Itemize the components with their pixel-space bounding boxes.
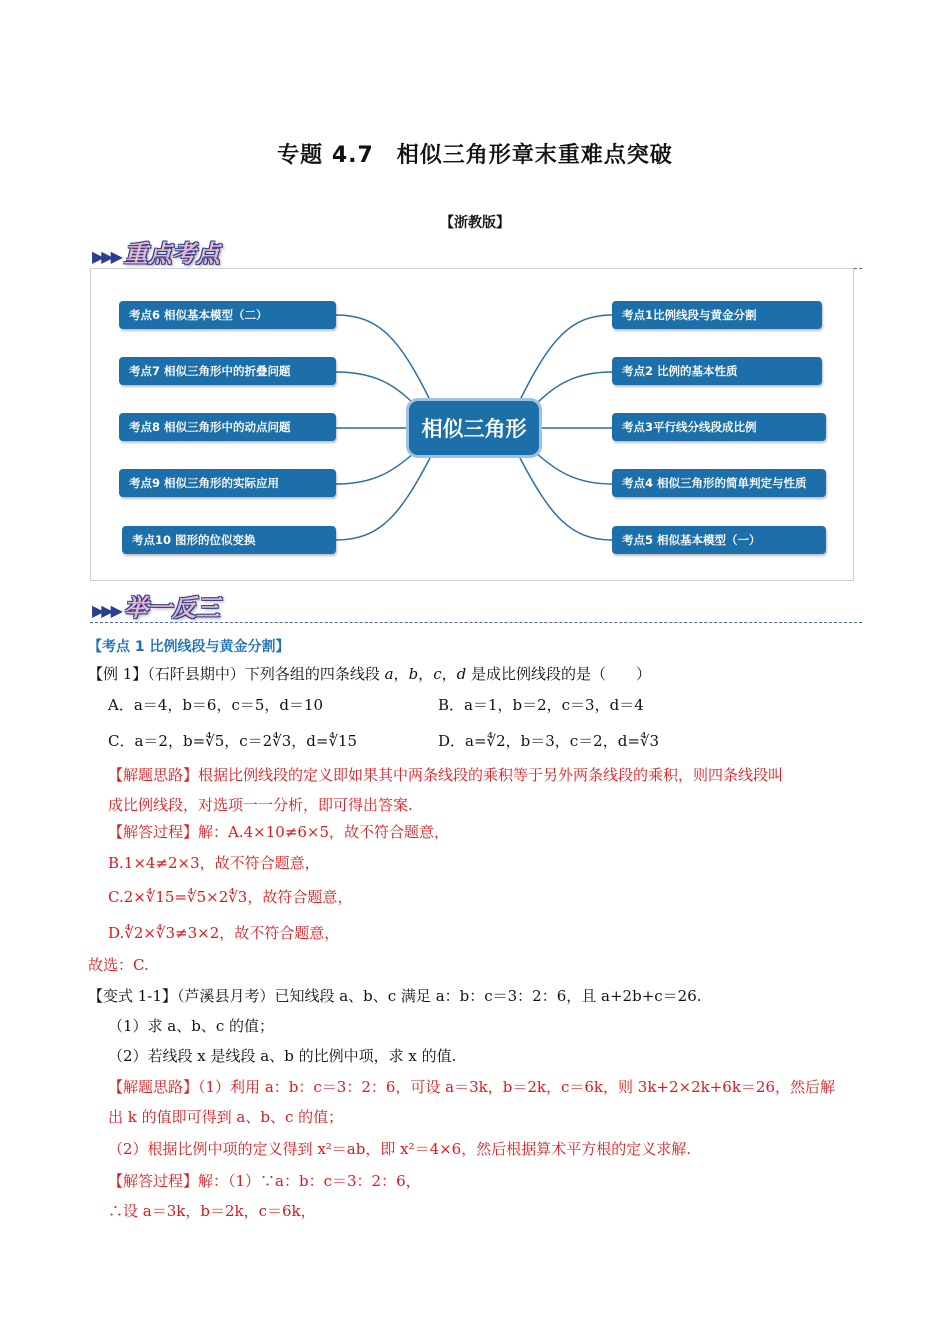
process-label: 【解答过程】 (108, 1172, 199, 1190)
practice-banner-text: 举一反三 (123, 594, 220, 622)
option-b: B．a＝1，b＝2，c＝3，d＝4 (438, 696, 644, 714)
idea-text: （1）利用 a：b：c＝3：2：6，可设 a＝3k，b＝2k，c＝6k，则 3k+2×2k+6k＝26，然后解 (198, 1078, 836, 1096)
divider (90, 622, 862, 623)
mindmap-connectors (0, 0, 950, 600)
mindmap-node-2: 考点2 比例的基本性质 (612, 357, 822, 385)
variant-label: 【变式 1-1】 (88, 987, 177, 1005)
example-stem: 【例 1】（石阡县期中）下列各组的四条线段 a，b，c，d 是成比例线段的是（ ） (88, 665, 651, 683)
example-stem-suffix: 是成比例线段的是（ ） (466, 665, 651, 683)
mindmap-node-4: 考点4 相似三角形的简单判定与性质 (612, 469, 826, 497)
practice-banner (92, 588, 220, 623)
mindmap-node-5: 考点5 相似基本模型（一） (612, 526, 826, 554)
process-b: B.1×4≠2×3，故不符合题意， (108, 854, 320, 872)
variant-question-1: （1）求 a、b、c 的值； (108, 1017, 275, 1035)
option-a: A．a＝4，b＝6，c＝5，d＝10 (108, 696, 324, 714)
section-heading: 【考点 1 比例线段与黄金分割】 (88, 639, 290, 655)
process-d: D.∜2×∜3≠3×2，故不符合题意， (108, 924, 340, 942)
triple-arrow-icon: ▶▶▶ (92, 601, 120, 620)
variant-stem-text: （芦溪县月考）已知线段 a、b、c 满足 a：b：c＝3：2：6，且 a+2b+c＝26. (176, 987, 702, 1005)
idea-label: 【解题思路】 (108, 1078, 199, 1096)
mindmap-node-10: 考点10 图形的位似变换 (122, 526, 336, 554)
idea-label: 【解题思路】 (108, 766, 199, 784)
solution-process-line (108, 822, 449, 842)
triple-arrow-icon: ▶▶▶ (92, 247, 120, 266)
mindmap-node-1: 考点1比例线段与黄金分割 (612, 301, 822, 329)
mindmap-node-6: 考点6 相似基本模型（二） (119, 301, 336, 329)
variant-idea-line-1 (108, 1077, 835, 1097)
solution-idea-line-1 (108, 765, 783, 785)
option-c: C．a＝2，b=∜5，c＝2∜3，d=∜15 (108, 732, 358, 750)
option-d: D．a=∜2，b＝3，c＝2，d=∜3 (438, 732, 660, 750)
mindmap-center: 相似三角形 (406, 398, 542, 458)
mindmap-node-8: 考点8 相似三角形中的动点问题 (119, 413, 336, 441)
idea-text: 根据比例线段的定义即如果其中两条线段的乘积等于另外两条线段的乘积，则四条线段叫 (198, 766, 784, 784)
variant-process-line-2: ∴设 a＝3k，b＝2k，c＝6k， (108, 1202, 316, 1220)
process-a: 解：A.4×10≠6×5，故不符合题意， (198, 823, 450, 841)
process-label: 【解答过程】 (108, 823, 199, 841)
variant-question-2: （2）若线段 x 是线段 a、b 的比例中项，求 x 的值. (108, 1047, 457, 1065)
mindmap-node-3: 考点3平行线分线段成比例 (612, 413, 826, 441)
mindmap-node-9: 考点9 相似三角形的实际应用 (119, 469, 336, 497)
focus-banner-text: 重点考点 (123, 240, 220, 268)
process-c: C.2×∜15=∜5×2∜3，故符合题意， (108, 888, 353, 906)
variant-idea-line-3: （2）根据比例中项的定义得到 x²＝ab，即 x²＝4×6，然后根据算术平方根的定义求解. (108, 1140, 691, 1158)
variant-stem (88, 986, 702, 1006)
mindmap-node-7: 考点7 相似三角形中的折叠问题 (119, 357, 336, 385)
answer-line: 故选：C. (88, 956, 149, 974)
edition-label: 【浙教版】 (440, 215, 510, 231)
variant-process-line-1 (108, 1171, 421, 1191)
process-text: 解：（1）∵a：b：c＝3：2：6， (198, 1172, 421, 1190)
solution-idea-line-2: 成比例线段，对选项一一分析，即可得出答案. (108, 796, 413, 814)
example-stem-prefix: （石阡县期中）下列各组的四条线段 (147, 665, 385, 683)
page-title: 专题 4.7 相似三角形章末重难点突破 (277, 143, 673, 168)
variant-idea-line-2: 出 k 的值即可得到 a、b、c 的值； (108, 1108, 344, 1126)
example-label: 【例 1】 (88, 665, 148, 683)
